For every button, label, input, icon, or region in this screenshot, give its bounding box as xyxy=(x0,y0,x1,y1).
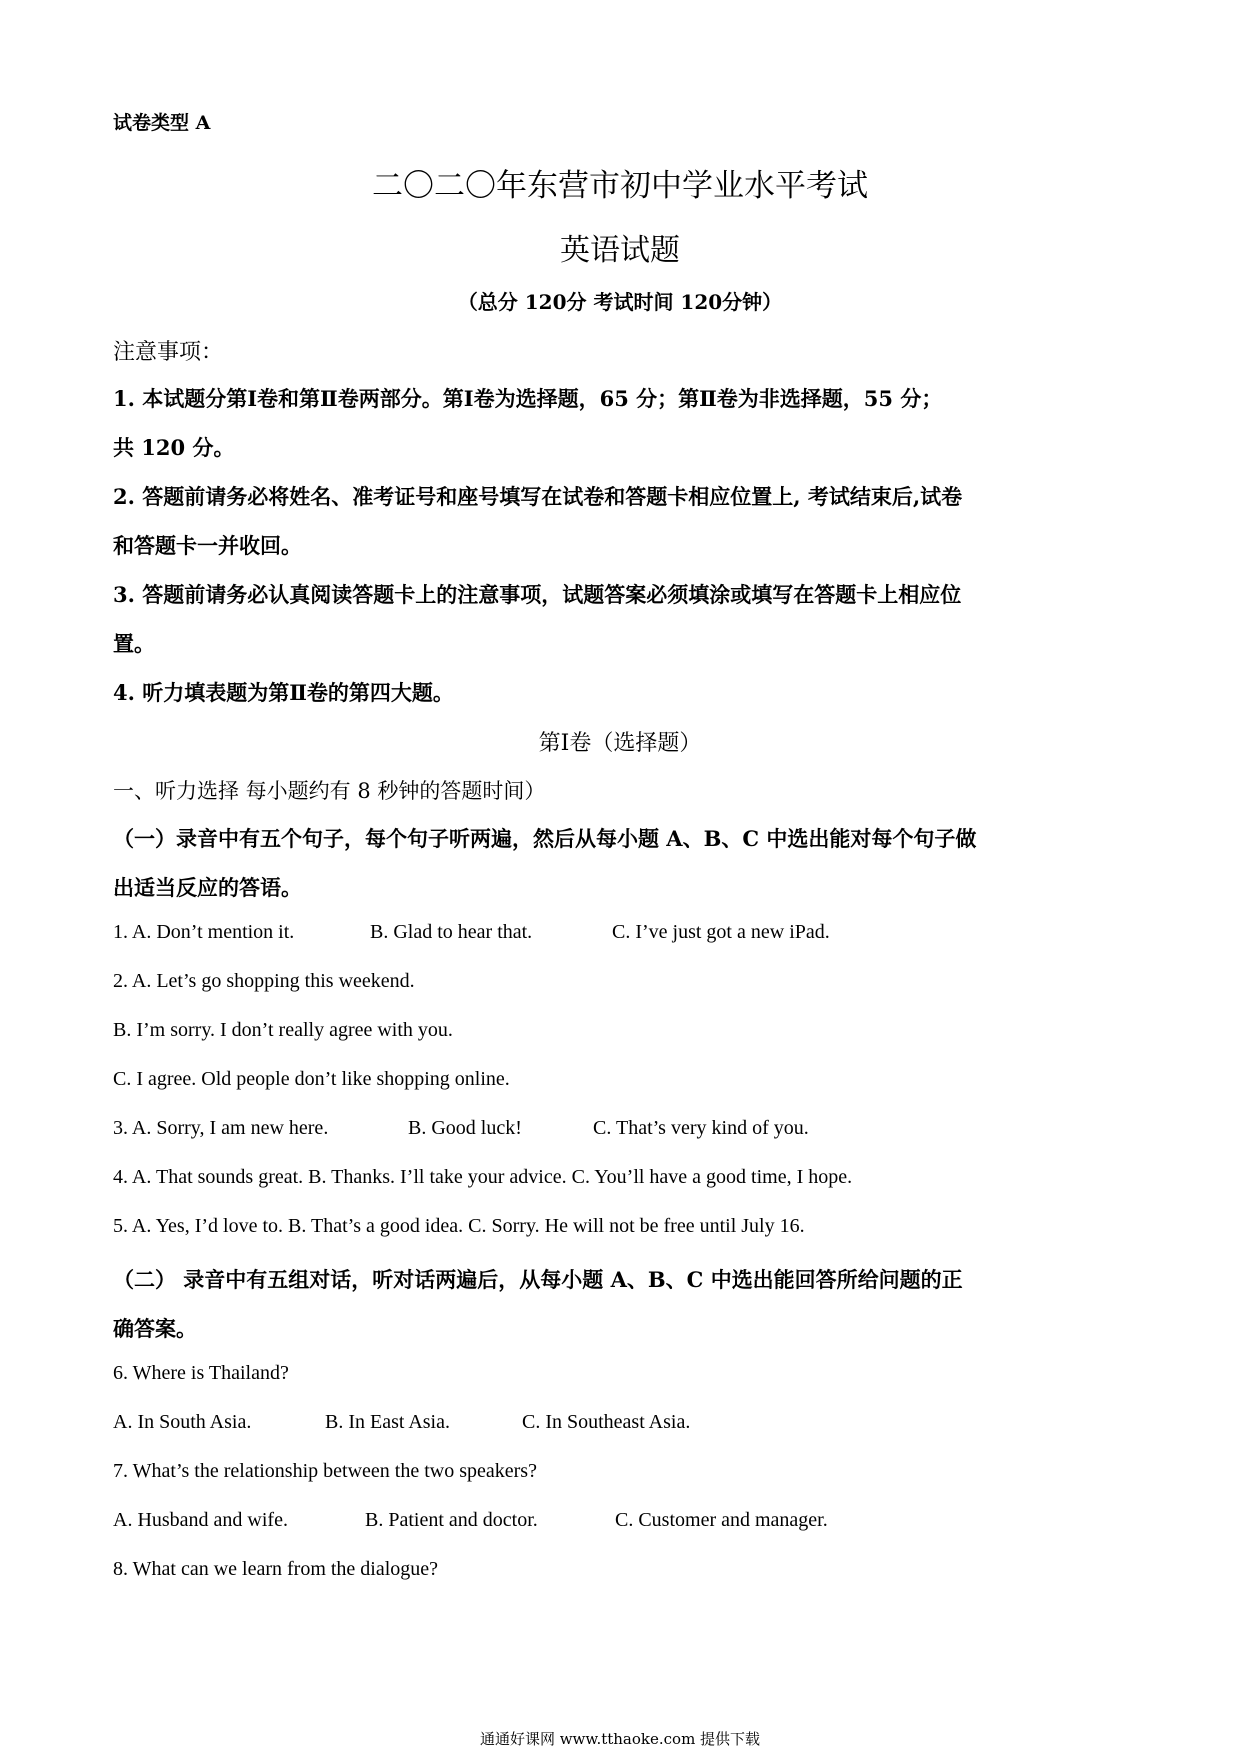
subject-title: 英语试题 xyxy=(560,233,680,268)
q7-option-b: B. Patient and doctor. xyxy=(365,1509,538,1531)
q3-option-c: C. That’s very kind of you. xyxy=(593,1117,809,1139)
question-5: 5. A. Yes, I’d love to. B. That’s a good idea. C. Sorry. He will not be free until July 16. xyxy=(113,1215,805,1237)
subsection2-instruction: （二） 录音中有五组对话，听对话两遍后，从每小题 A、B、C 中选出能回答所给问题的正 xyxy=(113,1267,963,1292)
note-line: 置。 xyxy=(113,631,155,656)
q6-option-b: B. In East Asia. xyxy=(325,1411,450,1433)
q1-option-a: 1. A. Don’t mention it. xyxy=(113,921,295,943)
subsection1-instruction: （一）录音中有五个句子，每个句子听两遍，然后从每小题 A、B、C 中选出能对每个句子做 xyxy=(113,826,977,851)
q3-option-b: B. Good luck! xyxy=(408,1117,522,1139)
note-line: 和答题卡一并收回。 xyxy=(113,533,302,558)
question-3 xyxy=(113,1117,809,1140)
exam-title: 二〇二〇年东营市初中学业水平考试 xyxy=(372,168,868,204)
question-4: 4. A. That sounds great. B. Thanks. I’ll take your advice. C. You’ll have a good time, I hope. xyxy=(113,1166,853,1188)
question-6-options xyxy=(113,1411,690,1434)
q7-option-a: A. Husband and wife. xyxy=(113,1509,288,1531)
q3-option-a: 3. A. Sorry, I am new here. xyxy=(113,1117,329,1139)
section-title: 一、听力选择 每小题约有 8 秒钟的答题时间） xyxy=(113,779,546,803)
q6-option-a: A. In South Asia. xyxy=(113,1411,252,1433)
q7-stem: 7. What’s the relationship between the two speakers? xyxy=(113,1460,537,1482)
q6-stem: 6. Where is Thailand? xyxy=(113,1362,289,1384)
note-line: 2. 答题前请务必将姓名、准考证号和座号填写在试卷和答题卡相应位置上, 考试结束后,试卷 xyxy=(113,484,963,509)
q1-option-b: B. Glad to hear that. xyxy=(370,921,533,943)
paper-type: 试卷类型 A xyxy=(113,112,211,134)
subsection2-instruction: 确答案。 xyxy=(113,1316,197,1341)
q8-stem: 8. What can we learn from the dialogue? xyxy=(113,1558,439,1580)
q7-option-c: C. Customer and manager. xyxy=(615,1509,828,1531)
subsection1-instruction: 出适当反应的答语。 xyxy=(113,875,302,900)
q2-option-a: 2. A. Let’s go shopping this weekend. xyxy=(113,970,415,992)
question-7-options xyxy=(113,1509,828,1532)
notes-heading: 注意事项： xyxy=(113,340,224,365)
q2-option-b: B. I’m sorry. I don’t really agree with you. xyxy=(113,1019,453,1041)
note-line: 共 120 分。 xyxy=(113,435,235,460)
note-line: 1. 本试题分第Ⅰ卷和第Ⅱ卷两部分。第Ⅰ卷为选择题，65 分；第Ⅱ卷为非选择题，55 分； xyxy=(113,386,943,411)
score-info: （总分 120分 考试时间 120分钟） xyxy=(457,290,783,314)
part1-title: 第Ⅰ卷（选择题） xyxy=(538,731,702,756)
q2-option-c: C. I agree. Old people don’t like shopping online. xyxy=(113,1068,510,1090)
note-line: 3. 答题前请务必认真阅读答题卡上的注意事项，试题答案必须填涂或填写在答题卡上相应位 xyxy=(113,582,962,607)
question-1 xyxy=(113,921,830,944)
footer-source: 通通好课网 www.tthaoke.com 提供下载 xyxy=(479,1730,761,1748)
q1-option-c: C. I’ve just got a new iPad. xyxy=(612,921,830,943)
note-line: 4. 听力填表题为第Ⅱ卷的第四大题。 xyxy=(113,680,454,705)
q6-option-c: C. In Southeast Asia. xyxy=(522,1411,691,1433)
